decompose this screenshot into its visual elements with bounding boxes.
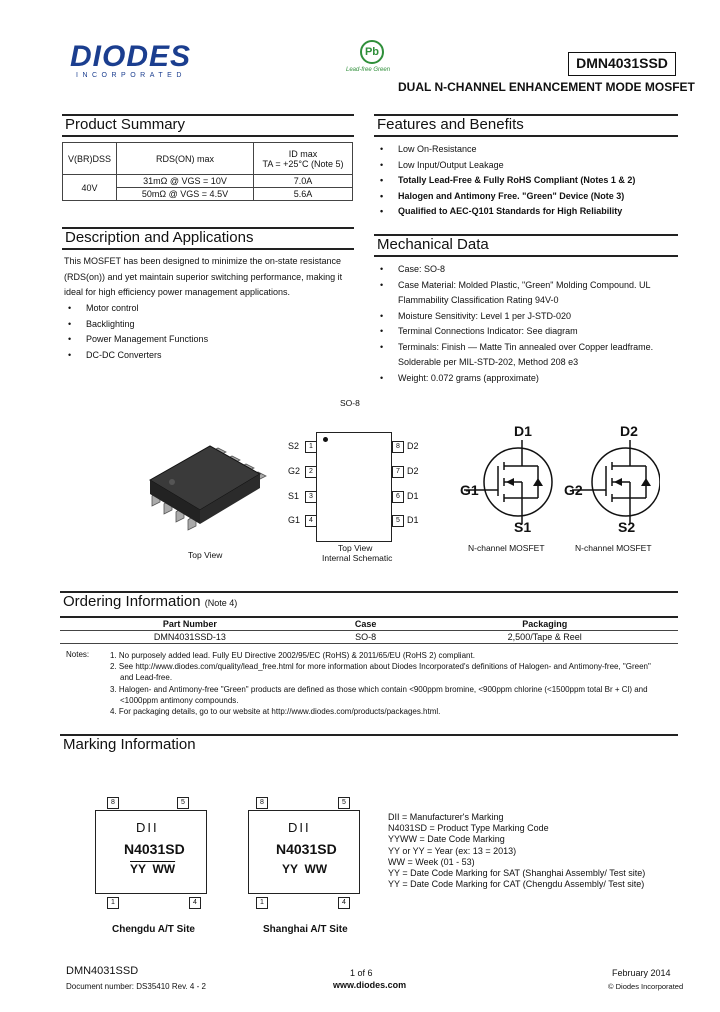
pin-number: 4 (338, 897, 350, 909)
ordering-cell: 2,500/Tape & Reel (411, 631, 678, 644)
features-list (376, 142, 676, 220)
mosfet1-gate-label: G1 (460, 482, 479, 498)
footer-docnum: Document number: DS35410 Rev. 4 - 2 (66, 982, 206, 991)
note-item: 2. See http://www.diodes.com/quality/lead_free.html for more information about Diodes Incorporated's definitions of Halogen- and Antimony-free, "Green" (110, 662, 651, 672)
legend-item: DII = Manufacturer's Marking (388, 812, 504, 822)
pin-number: 5 (338, 797, 350, 809)
top-view-label: Top View (338, 543, 373, 553)
top-view-label: Top View (188, 550, 223, 560)
mosfet1-caption: N-channel MOSFET (468, 543, 545, 553)
manufacturer-mark: DII (136, 820, 159, 835)
mosfet2-gate-label: G2 (564, 482, 583, 498)
id-value: 5.6A (254, 188, 353, 201)
list-item: • Qualified to AEC-Q101 Standards for High Reliability (376, 204, 676, 220)
product-code: N4031SD (276, 841, 337, 857)
pin-number: 5 (177, 797, 189, 809)
list-item: • Motor control (64, 301, 354, 317)
note-item: 3. Halogen- and Antimony-free "Green" products are defined as those which contain <900ppm bromine, <900ppm chlorine (<1500ppm total Br + Cl) and (110, 684, 648, 694)
marking-legend (388, 812, 678, 890)
mechanical-list (376, 262, 678, 386)
marking-title: Marking Information (63, 736, 196, 753)
list-item: • Totally Lead-Free & Fully RoHS Compliant (Notes 1 & 2) (376, 173, 676, 189)
legend-item: N4031SD = Product Type Marking Code (388, 823, 549, 834)
list-item: • Case: SO-8 (376, 262, 678, 278)
logo-subtitle: INCORPORATED (76, 72, 186, 79)
pin-number: 7 (392, 466, 404, 478)
pin-number: 2 (305, 466, 317, 478)
list-item: • Moisture Sensitivity: Level 1 per J-STD-020 (376, 309, 678, 325)
list-item: • Weight: 0.072 grams (approximate) (376, 371, 678, 387)
header-vbrdss: V(BR)DSS (63, 143, 117, 175)
mosfet2-drain-label: D2 (620, 423, 638, 439)
product-summary-table (62, 142, 353, 201)
pin-number: 8 (256, 797, 268, 809)
description-text: This MOSFET has been designed to minimize the on-state resistance (RDS(on)) and yet maintain superior switching performance, making it ideal for high efficiency power management applications. (64, 256, 343, 297)
legend-item: WW = Week (01 - 53) (388, 856, 475, 867)
list-item: • Low Input/Output Leakage (376, 158, 676, 174)
legend-item: YY or YY = Year (ex: 13 = 2013) (388, 845, 517, 856)
pin-name: D2 (407, 466, 419, 476)
note-item: 4. For packaging details, go to our website at http://www.diodes.com/products/packages.html. (110, 707, 441, 717)
list-item: • Halogen and Antimony Free. "Green" Device (Note 3) (376, 189, 676, 205)
list-item: • Terminal Connections Indicator: See diagram (376, 324, 678, 340)
id-value: 7.0A (254, 175, 353, 188)
footer-page: 1 of 6 (350, 968, 373, 978)
pin1-dot (323, 437, 328, 442)
pin-number: 5 (392, 515, 404, 527)
list-item: • Terminals: Finish — Matte Tin annealed over Copper leadframe. Solderable per MIL-STD-202, Method 208 e3 (376, 340, 678, 371)
list-item: • Power Management Functions (64, 332, 354, 348)
document-subtitle: DUAL N-CHANNEL ENHANCEMENT MODE MOSFET (398, 80, 695, 94)
lead-free-label: Lead-free Green (346, 67, 391, 73)
header-id: ID max TA = +25°C (Note 5) (254, 143, 353, 175)
mosfet2-caption: N-channel MOSFET (575, 543, 652, 553)
pin-name: G2 (288, 466, 301, 476)
part-number: DMN4031SSD (568, 52, 676, 76)
rds-value: 50mΩ @ VGS = 4.5V (117, 188, 254, 201)
site-label: Shanghai A/T Site (263, 924, 348, 935)
ordering-cell: DMN4031SSD-13 (60, 631, 320, 644)
notes-list (110, 650, 678, 717)
footer-part: DMN4031SSD (66, 965, 139, 977)
vbrdss-value: 40V (63, 175, 117, 201)
note-item: <1000ppm antimony compounds. (120, 695, 239, 705)
mosfet1-source-label: S1 (514, 519, 532, 535)
header-rds: RDS(ON) max (117, 143, 254, 175)
pin-name: D2 (407, 441, 419, 451)
notes-label: Notes: (66, 650, 90, 659)
footer-copyright: © Diodes Incorporated (608, 982, 684, 991)
ordering-header: Packaging (411, 617, 678, 631)
ordering-header: Part Number (60, 617, 320, 631)
pin-name: G1 (288, 515, 301, 525)
manufacturer-mark: DII (288, 820, 311, 835)
note-item: and Lead-free. (120, 673, 173, 683)
note-item: 1. No purposely added lead. Fully EU Directive 2002/95/EC (RoHS) & 2011/65/EU (RoHS 2) compliant. (110, 651, 475, 660)
list-item: • Case Material: Molded Plastic, "Green" Molding Compound. UL Flammability Classification Rating 94V-0 (376, 278, 678, 309)
pin-name: D1 (407, 515, 419, 525)
pin-number: 8 (107, 797, 119, 809)
pinout-diagram (316, 432, 392, 542)
mechanical-title: Mechanical Data (374, 236, 678, 257)
list-item: • Backlighting (64, 317, 354, 333)
so8-package-image (140, 430, 270, 540)
ordering-table (60, 616, 678, 644)
pin-number: 1 (256, 897, 268, 909)
mosfet1-drain-label: D1 (514, 423, 532, 439)
footer-url[interactable]: www.diodes.com (333, 980, 407, 990)
ordering-header: Case (320, 617, 412, 631)
pin-number: 8 (392, 441, 404, 453)
pin-number: 4 (305, 515, 317, 527)
date-code: YY WW (282, 862, 328, 876)
mosfet2-source-label: S2 (618, 519, 636, 535)
legend-item: YY = Date Code Marking for CAT (Chengdu Assembly/ Test site) (388, 879, 645, 890)
pin-number: 6 (392, 491, 404, 503)
lead-free-icon: Pb (360, 40, 384, 64)
date-code: YY WW (130, 862, 176, 876)
diodes-logo: DIODES (70, 40, 192, 73)
pin-name: S1 (288, 491, 300, 501)
list-item: • Low On-Resistance (376, 142, 676, 158)
pin-name: D1 (407, 491, 419, 501)
pin-number: 1 (305, 441, 317, 453)
pin-name: S2 (288, 441, 300, 451)
legend-item: YYWW = Date Code Marking (388, 834, 505, 845)
internal-schematic-label: Internal Schematic (322, 553, 393, 563)
legend-item: YY = Date Code Marking for SAT (Shanghai Assembly/ Test site) (388, 868, 646, 879)
pin-number: 1 (107, 897, 119, 909)
features-title: Features and Benefits (374, 116, 678, 137)
footer-date: February 2014 (612, 968, 671, 978)
package-label: SO-8 (340, 398, 360, 408)
pin-number: 4 (189, 897, 201, 909)
ordering-cell: SO-8 (320, 631, 412, 644)
product-summary-title: Product Summary (62, 116, 354, 137)
description-title: Description and Applications (62, 229, 354, 250)
applications-list (64, 301, 354, 363)
pin-number: 3 (305, 491, 317, 503)
rds-value: 31mΩ @ VGS = 10V (117, 175, 254, 188)
list-item: • DC-DC Converters (64, 348, 354, 364)
ordering-title: Ordering Information (Note 4) (63, 593, 238, 610)
product-code: N4031SD (124, 841, 185, 857)
site-label: Chengdu A/T Site (112, 924, 195, 935)
